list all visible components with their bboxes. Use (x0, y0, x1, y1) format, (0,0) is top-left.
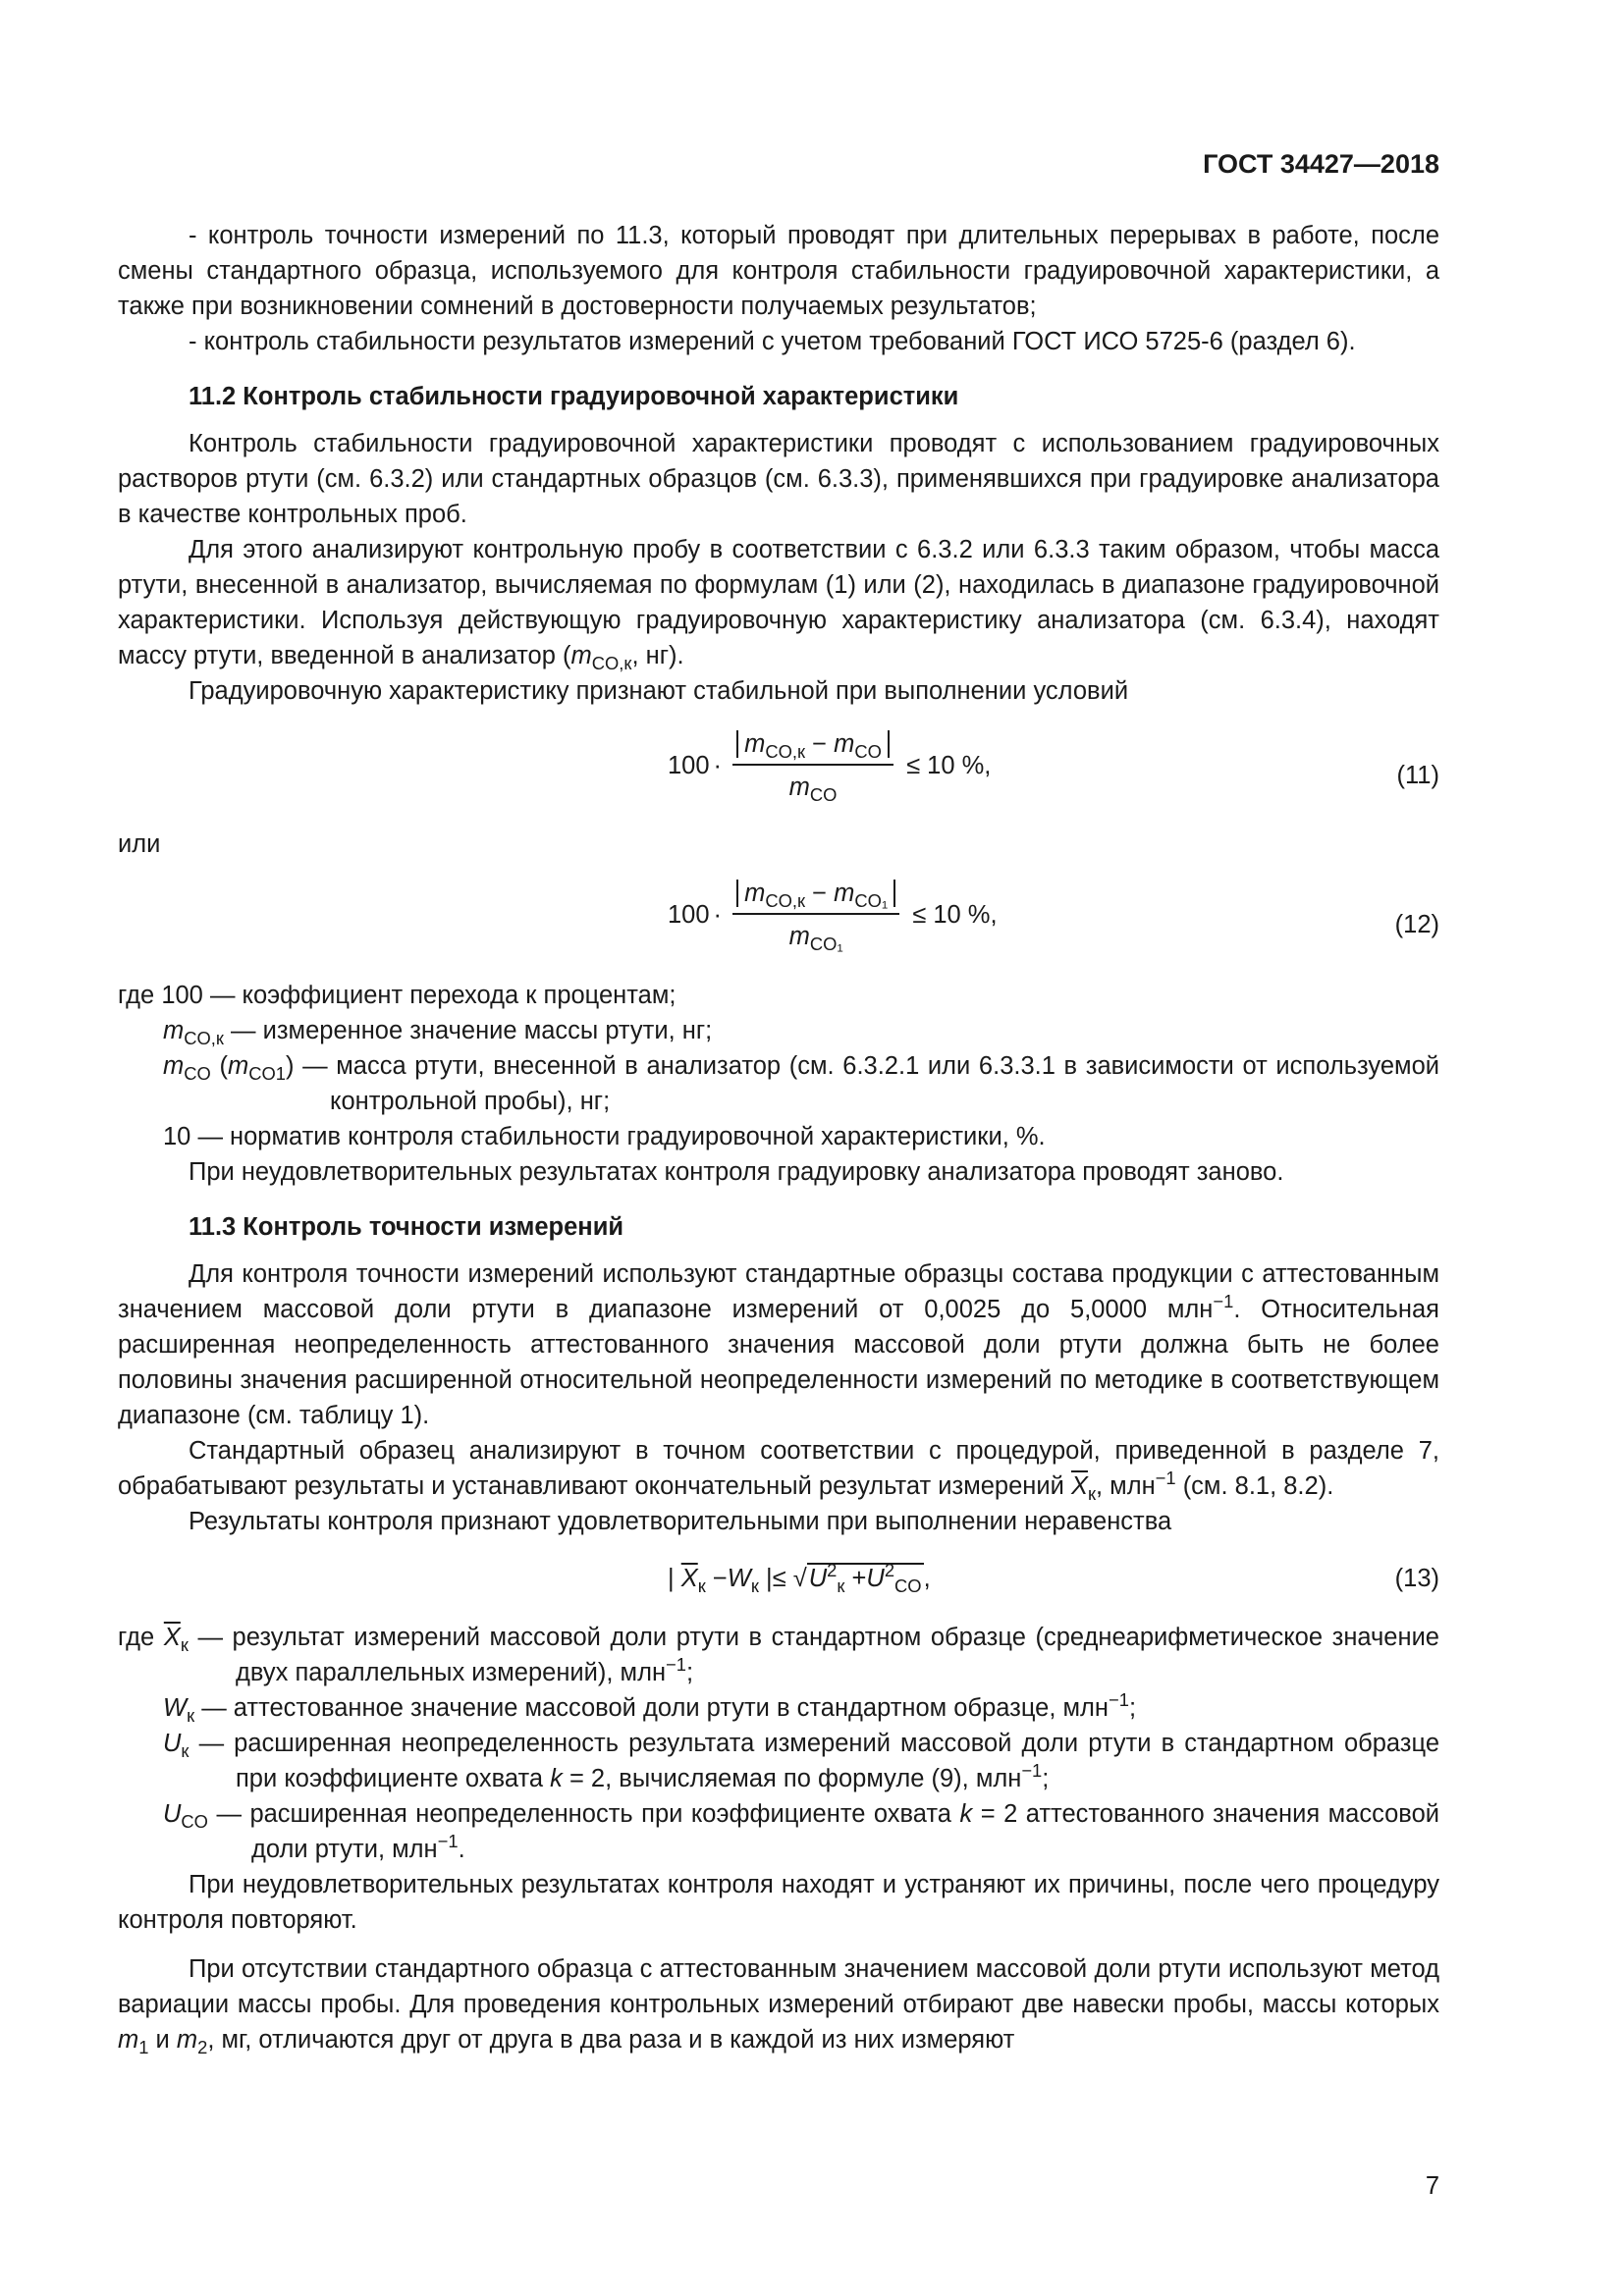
definition-w-k: $W_к$ — аттестованное значение массовой доли ртути в стандартном образце, млн$^{-1}$; (163, 1688, 1137, 1726)
formula-number-11: (11) (1396, 762, 1439, 789)
formula-11: 100 · $\frac{m_{CO,к} - m_{CO}}{m_{CO}}$ ≤ 10 %, (11) (668, 730, 1439, 805)
paragraph-11-3-2: Стандартный образец анализируют в точном соответствии с процедурой, приведенной в разделе 7, обрабатывают результаты и устанавливают окончательный результат измерений $\overline{X}_к$, млн$^{-1}$ (см. 8.1, 8.2). (118, 1437, 1439, 1504)
page-number: 7 (1425, 2172, 1439, 2200)
paragraph-11-3-1: Для контроля точности измерений используют стандартные образцы состава продукции с аттестованным значением массовой доли ртути в диапазоне измерений от 0,0025 до 5,0000 млн$^{-1}$. Относительная расширенная неопределенность аттестованного значения массовой доли ртути должна быть не более половины значения расширенной относительной неопределенности измерений по методике в соответствующем диапазоне (см. таблицу 1). (118, 1260, 1439, 1429)
formula-number-13: (13) (1394, 1565, 1439, 1592)
paragraph-11-2-fail: При неудовлетворительных результатах контроля градуировку анализатора проводят заново. (189, 1158, 1284, 1186)
section-heading-11-2: 11.2 Контроль стабильности градуировочной характеристики (189, 383, 959, 410)
paragraph-11-2-1: Контроль стабильности градуировочной характеристики проводят с использованием градуировочных растворов ртути (см. 6.3.2) или стандартных образцов (см. 6.3.3), применявшихся при градуировке анализатора в качестве контрольных проб. (118, 430, 1439, 528)
page-content (118, 218, 1439, 2057)
paragraph-11-3-last: При отсутствии стандартного образца с аттестованным значением массовой доли ртути используют метод вариации массы пробы. Для проведения контрольных измерений отбирают две навески пробы, массы которых $m_1$ и $m_2$, мг, отличаются друг от друга в два раза и в каждой из них измеряют (118, 1955, 1439, 2057)
document-page (118, 0, 1439, 2296)
intro-item-accuracy: - контроль точности измерений по 11.3, который проводят при длительных перерывах в работе, после смены стандартного образца, используемого для контроля стабильности градуировочной характеристики, а также при возникновении сомнений в достоверности получаемых результатов; (118, 222, 1439, 320)
paragraph-11-3-fail: При неудовлетворительных результатах контроля находят и устраняют их причины, после чего процедуру контроля повторяют. (118, 1871, 1439, 1934)
formula-12: 100 · $\frac{m_{CO,к} - m_{CO_1}}{m_{CO_1}}$ ≤ 10 %, (12) (668, 880, 1439, 954)
definition-m-co: $m_{CO}$ $(m_{CO1})$ — масса ртути, внесенной в анализатор (см. 6.3.2.1 или 6.3.3.1 в зависимости от используемой контрольной пробы), нг; (163, 1052, 1440, 1115)
definition-u-k: $U_к$ — расширенная неопределенность результата измерений массовой доли ртути в стандартном образце при коэффициенте охвата k = 2, вычисляемая по формуле (9), млн$^{-1}$; (163, 1730, 1439, 1792)
definition-x-k: где $\overline{X}_к$ — результат измерений массовой доли ртути в стандартном образце (среднеарифметическое значение двух параллельных измерений), млн$^{-1}$; (118, 1624, 1439, 1686)
paragraph-11-2-2: Для этого анализируют контрольную пробу в соответствии с 6.3.2 или 6.3.3 таким образом, чтобы масса ртути, внесенной в анализатор, вычисляемая по формулам (1) или (2), находилась в диапазоне градуировочной характеристики. Используя действующую градуировочную характеристику анализатора (см. 6.3.4), находят массу ртути, введенной в анализатор ($m_{CO,к}$, нг). (118, 536, 1439, 673)
word-or: или (118, 830, 161, 858)
section-heading-11-3: 11.3 Контроль точности измерений (189, 1213, 624, 1241)
intro-item-stability: - контроль стабильности результатов измерений с учетом требований ГОСТ ИСО 5725-6 (раздел 6). (189, 328, 1356, 355)
definition-10: 10 — норматив контроля стабильности градуировочной характеристики, %. (163, 1123, 1046, 1150)
definition-m-co-k: $m_{CO,к}$ — измеренное значение массы ртути, нг; (163, 1017, 713, 1048)
definition-100: где 100 — коэффициент перехода к процентам; (118, 982, 677, 1009)
definition-u-co: $U_{CO}$ — расширенная неопределенность при коэффициенте охвата k = 2 аттестованного значения массовой доли ртути, млн$^{-1}$. (163, 1800, 1439, 1863)
paragraph-11-3-3: Результаты контроля признают удовлетворительными при выполнении неравенства (189, 1508, 1172, 1535)
paragraph-11-2-3: Градуировочную характеристику признают стабильной при выполнении условий (189, 677, 1129, 705)
formula-13: | $\overline{X}_к -W_к$ |≤ $√U^2_к +U^2_{CO}$, (13) (668, 1559, 1439, 1596)
formula-number-12: (12) (1394, 911, 1439, 938)
standard-designation: ГОСТ 34427—2018 (1203, 149, 1439, 179)
